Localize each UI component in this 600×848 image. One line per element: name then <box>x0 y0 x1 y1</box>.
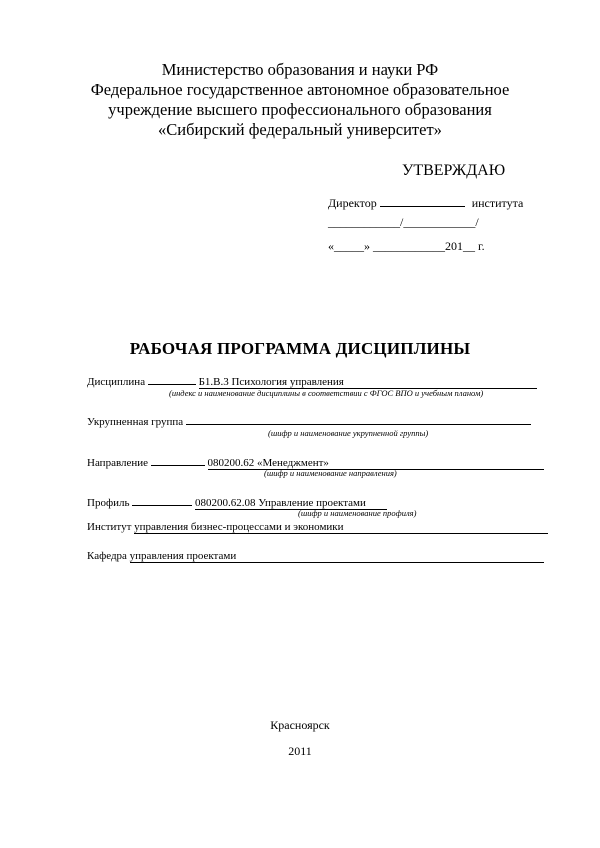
director-blank <box>380 195 465 207</box>
group-label: Укрупненная группа <box>87 416 184 428</box>
profile-hint: (шифр и наименование профиля) <box>298 508 417 518</box>
header-line-education-level: учреждение высшего профессионального образования <box>108 100 492 119</box>
direction-blank-pre <box>151 454 205 466</box>
ministry-header <box>0 60 600 140</box>
footer-city: Красноярск <box>270 718 330 732</box>
discipline-hint: (индекс и наименование дисциплины в соответствии с ФГОС ВПО и учебным планом) <box>169 388 484 398</box>
discipline-blank-pre <box>148 373 196 385</box>
group-blank <box>186 413 531 425</box>
direction-hint: (шифр и наименование направления) <box>264 468 397 478</box>
signature-line: ____________/____________/ <box>328 215 479 229</box>
department-value: управления проектами <box>129 550 237 562</box>
header-line-university: «Сибирский федеральный университет» <box>158 120 442 139</box>
institute-value: управления бизнес-процессами и экономики <box>134 521 344 533</box>
group-row <box>87 413 531 428</box>
header-line-ministry: Министерство образования и науки РФ <box>161 60 439 79</box>
date-line: «_____» ____________201__ г. <box>328 239 485 253</box>
institute-approval-label: института <box>471 196 524 210</box>
department-value-field <box>130 550 544 563</box>
direction-value: 080200.62 «Менеджмент» <box>207 457 329 469</box>
footer-year: 2011 <box>288 744 312 758</box>
institute-row <box>87 521 548 534</box>
department-row <box>87 550 544 563</box>
discipline-value: Б1.В.3 Психология управления <box>198 376 344 388</box>
institute-label: Институт <box>87 521 132 533</box>
direction-label: Направление <box>87 457 149 469</box>
profile-blank-pre <box>132 494 192 506</box>
institute-value-field <box>134 521 548 534</box>
discipline-label: Дисциплина <box>87 376 146 388</box>
department-label: Кафедра <box>87 550 127 562</box>
approval-heading: УТВЕРЖДАЮ <box>402 162 506 179</box>
document-title: РАБОЧАЯ ПРОГРАММА ДИСЦИПЛИНЫ <box>129 339 471 358</box>
profile-label: Профиль <box>87 497 130 509</box>
director-label: Директор <box>328 196 377 210</box>
profile-value: 080200.62.08 Управление проектами <box>194 497 366 509</box>
group-hint: (шифр и наименование укрупненной группы) <box>268 428 429 438</box>
header-line-institution-type: Федеральное государственное автономное образовательное <box>90 80 510 99</box>
director-line <box>328 195 523 211</box>
discipline-row <box>87 373 537 389</box>
